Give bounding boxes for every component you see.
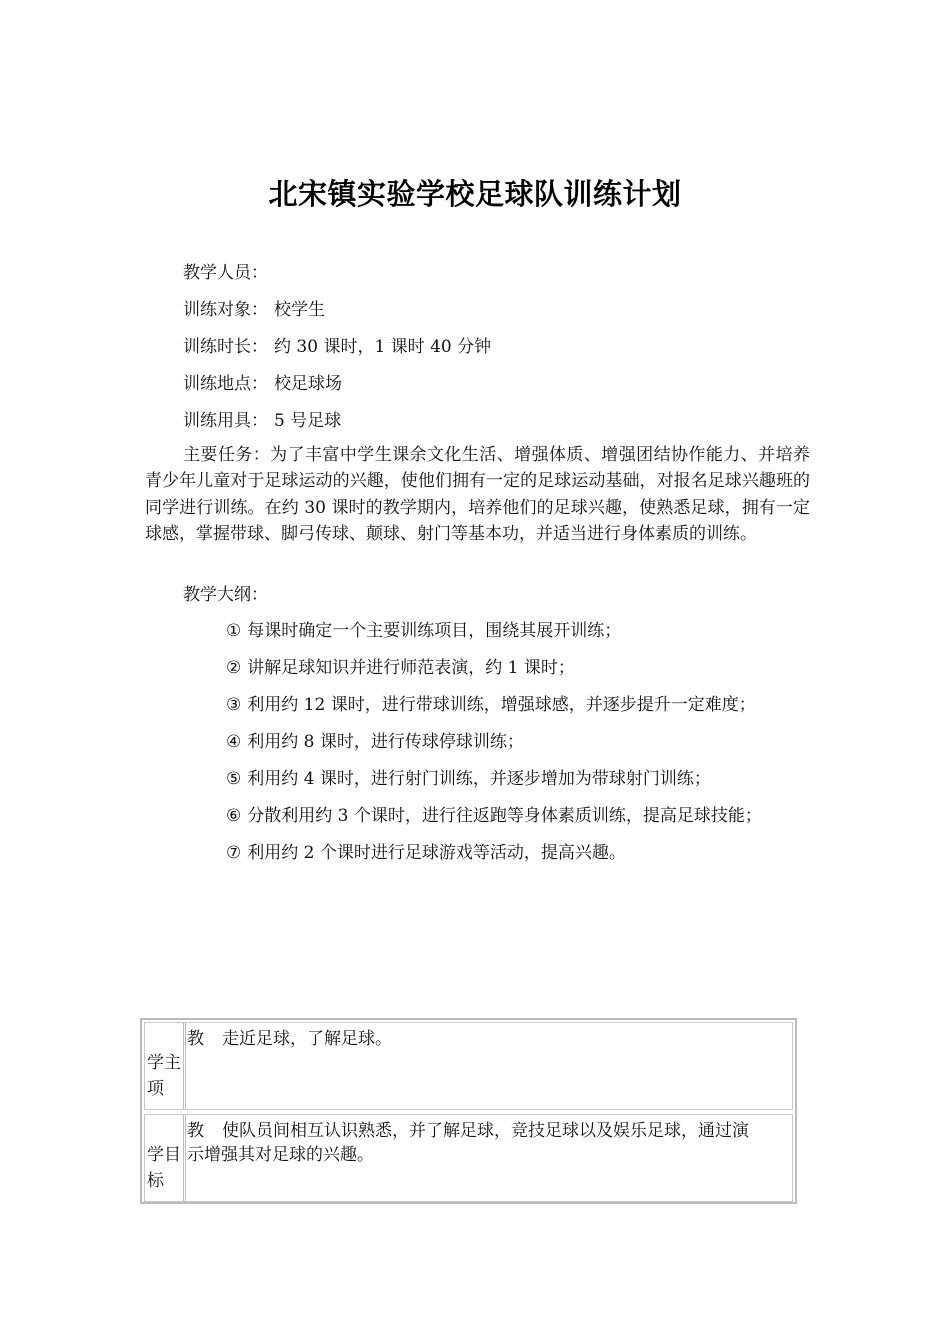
row-text: 走近足球，了解足球。	[222, 1029, 392, 1049]
row-content	[187, 1119, 788, 1167]
outline-label: 教学大纲：	[183, 585, 268, 605]
outline-number: ③	[226, 695, 242, 715]
info-label: 训练地点：	[183, 374, 268, 394]
info-label: 训练对象：	[183, 300, 268, 320]
info-value: 约 30 课时，1 课时 40 分钟	[274, 337, 492, 357]
document-title: 北宋镇实验学校足球队训练计划	[268, 177, 682, 211]
info-value: 校足球场	[274, 374, 342, 394]
info-label: 训练用具：	[183, 411, 268, 431]
row-lead: 教	[187, 1029, 204, 1049]
row-header-line: 项	[147, 1079, 164, 1099]
info-staff	[183, 258, 274, 283]
info-target	[183, 295, 325, 320]
outline-text: 利用约 8 课时，进行传球停球训练；	[247, 732, 524, 752]
table-row-main-item	[144, 1022, 793, 1110]
outline-item	[226, 616, 621, 641]
info-label: 教学人员：	[183, 263, 268, 283]
outline-text: 利用约 2 个课时进行足球游戏等活动，提高兴趣。	[247, 843, 626, 863]
outline-text: 分散利用约 3 个课时，进行往返跑等身体素质训练，提高足球技能；	[247, 806, 762, 826]
info-label: 训练时长：	[183, 337, 268, 357]
outline-item	[226, 653, 575, 678]
row-text-continued: 示增强其对足球的兴趣。	[187, 1145, 374, 1165]
table-row-goal	[144, 1114, 793, 1202]
info-value: 校学生	[274, 300, 325, 320]
info-location	[183, 369, 342, 394]
outline-text: 利用约 12 课时，进行带球训练，增强球感，并逐步提升一定难度；	[247, 695, 756, 715]
row-header-line: 学主	[147, 1053, 181, 1073]
row-header	[145, 1115, 186, 1201]
row-text: 使队员间相互认识熟悉，并了解足球，竞技足球以及娱乐足球，通过演	[222, 1121, 749, 1141]
row-header-line: 标	[147, 1171, 164, 1191]
outline-item	[226, 727, 524, 752]
outline-number: ②	[226, 658, 242, 678]
outline-number: ①	[226, 621, 242, 641]
outline-number: ④	[226, 732, 242, 752]
row-header-line: 学目	[147, 1145, 181, 1165]
outline-number: ⑤	[226, 769, 242, 789]
outline-text: 每课时确定一个主要训练项目，围绕其展开训练；	[247, 621, 622, 641]
outline-number: ⑥	[226, 806, 242, 826]
info-equipment	[183, 406, 341, 431]
main-task-paragraph: 主要任务：为了丰富中学生课余文化生活、增强体质、增强团结协作能力、并培养青少年儿童对于足球运动的兴趣，使他们拥有一定的足球运动基础，对报名足球兴趣班的同学进行训练。在约 30 课时的教学期内，培养他们的足球兴趣，使熟悉足球，拥有一定球感，掌握带球、脚弓传球、颠球、射门等基本功，并适当进行身体素质的训练。	[145, 445, 810, 544]
lesson-table	[140, 1018, 797, 1204]
info-value: 5 号足球	[274, 411, 342, 431]
outline-item	[226, 801, 762, 826]
outline-text: 利用约 4 课时，进行射门训练，并逐步增加为带球射门训练；	[247, 769, 711, 789]
row-lead: 教	[187, 1121, 204, 1141]
outline-text: 讲解足球知识并进行师范表演，约 1 课时；	[247, 658, 575, 678]
row-header	[145, 1023, 186, 1109]
info-duration	[183, 332, 491, 357]
outline-item	[226, 838, 626, 863]
outline-item	[226, 764, 711, 789]
outline-item	[226, 690, 756, 715]
outline-number: ⑦	[226, 843, 242, 863]
row-content	[187, 1027, 788, 1051]
